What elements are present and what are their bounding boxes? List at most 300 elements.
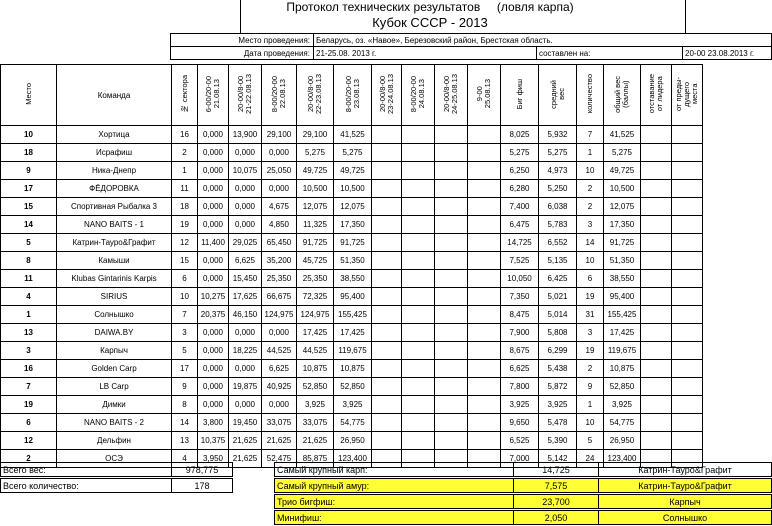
cell-place: 1 [1, 306, 57, 324]
cell-place: 12 [1, 432, 57, 450]
cell-t4: 52,850 [297, 378, 334, 396]
cell-gap-leader [641, 378, 672, 396]
cell-sector: 9 [172, 378, 198, 396]
cell-sector: 4 [172, 450, 198, 468]
date-value: 21-25.08. 2013 г. [313, 46, 537, 60]
col-t3: 8-00/20-00 22.08.13 [262, 65, 297, 126]
cell-count: 2 [577, 360, 604, 378]
cell-bigfish: 8,675 [501, 342, 539, 360]
cell-t1: 0,000 [198, 324, 229, 342]
cell-t1: 0,000 [198, 252, 229, 270]
cell-t2: 10,075 [229, 162, 262, 180]
cell-gap-leader [641, 252, 672, 270]
cell-t1: 0,000 [198, 396, 229, 414]
cell-total: 10,500 [604, 180, 641, 198]
cell-team: Спортивная Рыбалка 3 [57, 198, 172, 216]
cell-gap-prev [672, 324, 703, 342]
award-value: 14,725 [513, 462, 599, 477]
cell-avg: 5,142 [539, 450, 577, 468]
cell-avg: 5,783 [539, 216, 577, 234]
cell-bigfish: 7,350 [501, 288, 539, 306]
cell-gap-leader [641, 216, 672, 234]
cell-t3: 0,000 [262, 396, 297, 414]
cell-t2: 18,225 [229, 342, 262, 360]
cell-gap-leader [641, 270, 672, 288]
cell-bigfish: 7,800 [501, 378, 539, 396]
cell-bigfish: 6,280 [501, 180, 539, 198]
award-label: Минифиш: [274, 510, 514, 525]
cell-place: 16 [1, 360, 57, 378]
cell-total: 26,950 [604, 432, 641, 450]
venue-label: Место проведения: [170, 33, 314, 47]
table-row [1, 234, 703, 252]
total-weight-label: Всего вес: [0, 462, 172, 477]
cell-t3: 21,625 [262, 432, 297, 450]
cell-t8 [435, 126, 468, 144]
cell-bigfish: 7,525 [501, 252, 539, 270]
cell-t5: 26,950 [334, 432, 372, 450]
cell-t1: 0,000 [198, 126, 229, 144]
cell-total: 51,350 [604, 252, 641, 270]
cell-t6 [372, 288, 402, 306]
cell-gap-leader [641, 342, 672, 360]
cell-t1: 0,000 [198, 198, 229, 216]
cell-t8 [435, 360, 468, 378]
cell-total: 123,400 [604, 450, 641, 468]
cell-t3: 124,975 [262, 306, 297, 324]
cell-t4: 124,975 [297, 306, 334, 324]
cell-t4: 10,500 [297, 180, 334, 198]
cell-avg: 5,478 [539, 414, 577, 432]
cell-t2: 29,025 [229, 234, 262, 252]
cell-sector: 12 [172, 234, 198, 252]
col-t9: 9-00 25.08.13 [468, 65, 501, 126]
cell-gap-leader [641, 126, 672, 144]
cell-gap-leader [641, 306, 672, 324]
cell-t9 [468, 432, 501, 450]
cell-place: 15 [1, 198, 57, 216]
cell-place: 7 [1, 378, 57, 396]
cell-gap-leader [641, 360, 672, 378]
cell-t7 [402, 414, 435, 432]
cell-t9 [468, 414, 501, 432]
cell-gap-leader [641, 432, 672, 450]
cell-total: 95,400 [604, 288, 641, 306]
cell-place: 19 [1, 396, 57, 414]
cell-t2: 46,150 [229, 306, 262, 324]
cell-gap-prev [672, 306, 703, 324]
cell-t3: 0,000 [262, 144, 297, 162]
cell-avg: 6,299 [539, 342, 577, 360]
cell-t2: 0,000 [229, 144, 262, 162]
header-row [1, 65, 703, 126]
cell-t1: 0,000 [198, 144, 229, 162]
cell-t8 [435, 396, 468, 414]
cell-gap-prev [672, 234, 703, 252]
cell-t8 [435, 216, 468, 234]
cell-avg: 5,135 [539, 252, 577, 270]
cell-avg: 6,425 [539, 270, 577, 288]
cell-t7 [402, 198, 435, 216]
col-place: Место [1, 65, 57, 126]
cell-sector: 18 [172, 198, 198, 216]
cell-t1: 0,000 [198, 342, 229, 360]
col-t1: 6-00/20-00 21.08.13 [198, 65, 229, 126]
cell-bigfish: 14,725 [501, 234, 539, 252]
cell-t5: 10,500 [334, 180, 372, 198]
compiled-value: 20-00 23.08.2013 г. [682, 46, 772, 60]
cell-place: 3 [1, 342, 57, 360]
cell-t3: 4,675 [262, 198, 297, 216]
cell-t1: 0,000 [198, 360, 229, 378]
cell-t9 [468, 396, 501, 414]
cell-gap-prev [672, 288, 703, 306]
cell-count: 6 [577, 270, 604, 288]
cell-sector: 6 [172, 270, 198, 288]
cell-team: Камыши [57, 252, 172, 270]
cell-t8 [435, 198, 468, 216]
cell-sector: 7 [172, 306, 198, 324]
cell-t6 [372, 360, 402, 378]
cell-sector: 2 [172, 144, 198, 162]
cell-bigfish: 7,900 [501, 324, 539, 342]
cell-t7 [402, 126, 435, 144]
cell-gap-leader [641, 414, 672, 432]
cell-t3: 4,850 [262, 216, 297, 234]
cell-t4: 10,875 [297, 360, 334, 378]
cell-t4: 3,925 [297, 396, 334, 414]
cell-t9 [468, 198, 501, 216]
table-row [1, 162, 703, 180]
cell-gap-leader [641, 162, 672, 180]
cell-gap-leader [641, 288, 672, 306]
cell-t5: 123,400 [334, 450, 372, 468]
cell-team: ОСЭ [57, 450, 172, 468]
cell-t8 [435, 432, 468, 450]
cell-t4: 91,725 [297, 234, 334, 252]
cell-team: Дельфин [57, 432, 172, 450]
cell-gap-prev [672, 396, 703, 414]
cell-t9 [468, 216, 501, 234]
cell-t1: 0,000 [198, 180, 229, 198]
cell-t6 [372, 216, 402, 234]
cell-total: 54,775 [604, 414, 641, 432]
table-row [1, 252, 703, 270]
cell-t7 [402, 378, 435, 396]
cell-t5: 54,775 [334, 414, 372, 432]
cell-t8 [435, 144, 468, 162]
cell-t5: 3,925 [334, 396, 372, 414]
cell-gap-prev [672, 126, 703, 144]
cell-t7 [402, 162, 435, 180]
cell-team: Исрафиш [57, 144, 172, 162]
cell-team: Катрин-Тауро&Графит [57, 234, 172, 252]
cell-bigfish: 8,475 [501, 306, 539, 324]
cell-t5: 51,350 [334, 252, 372, 270]
total-weight-value: 978,775 [171, 462, 233, 477]
cell-t6 [372, 306, 402, 324]
col-bigfish: Биг фиш [501, 65, 539, 126]
cell-t8 [435, 270, 468, 288]
cell-t9 [468, 234, 501, 252]
table-row [1, 216, 703, 234]
cell-t6 [372, 162, 402, 180]
cell-team: Ника-Днепр [57, 162, 172, 180]
cell-t5: 12,075 [334, 198, 372, 216]
table-row [1, 432, 703, 450]
cell-team: Солнышко [57, 306, 172, 324]
cell-t9 [468, 144, 501, 162]
cell-t6 [372, 234, 402, 252]
cell-gap-prev [672, 270, 703, 288]
cell-t7 [402, 216, 435, 234]
cell-t1: 0,000 [198, 162, 229, 180]
cell-t9 [468, 162, 501, 180]
cell-avg: 5,932 [539, 126, 577, 144]
cell-place: 13 [1, 324, 57, 342]
cell-t3: 0,000 [262, 324, 297, 342]
cell-sector: 5 [172, 342, 198, 360]
cell-count: 10 [577, 162, 604, 180]
cell-gap-prev [672, 378, 703, 396]
cell-t9 [468, 342, 501, 360]
cell-sector: 16 [172, 126, 198, 144]
cell-gap-prev [672, 180, 703, 198]
cell-t2: 0,000 [229, 180, 262, 198]
cell-count: 14 [577, 234, 604, 252]
table-row [1, 378, 703, 396]
cell-t5: 155,425 [334, 306, 372, 324]
cell-avg: 5,250 [539, 180, 577, 198]
cell-count: 5 [577, 432, 604, 450]
cell-total: 5,275 [604, 144, 641, 162]
cell-t2: 0,000 [229, 324, 262, 342]
cell-t3: 29,100 [262, 126, 297, 144]
cell-place: 4 [1, 288, 57, 306]
cell-t2: 0,000 [229, 216, 262, 234]
cell-avg: 6,552 [539, 234, 577, 252]
cell-t8 [435, 414, 468, 432]
cell-t8 [435, 306, 468, 324]
cell-t7 [402, 324, 435, 342]
cell-gap-prev [672, 432, 703, 450]
cell-team: Klubas Gintarinis Karpis [57, 270, 172, 288]
cell-count: 2 [577, 198, 604, 216]
cell-t8 [435, 180, 468, 198]
cell-t5: 17,350 [334, 216, 372, 234]
cell-place: 5 [1, 234, 57, 252]
cell-t6 [372, 270, 402, 288]
results-body [1, 126, 703, 468]
cell-t7 [402, 180, 435, 198]
cell-bigfish: 9,650 [501, 414, 539, 432]
cell-t1: 10,275 [198, 288, 229, 306]
cell-t8 [435, 288, 468, 306]
cell-t1: 11,400 [198, 234, 229, 252]
total-count-value: 178 [171, 478, 233, 493]
cell-gap-leader [641, 396, 672, 414]
cell-avg: 5,808 [539, 324, 577, 342]
col-gap-leader: отставание от лидера [641, 65, 672, 126]
cell-t7 [402, 396, 435, 414]
date-label: Дата проведения: [170, 46, 314, 60]
cell-t8 [435, 324, 468, 342]
cell-t9 [468, 180, 501, 198]
cell-place: 18 [1, 144, 57, 162]
table-row [1, 396, 703, 414]
cell-t7 [402, 270, 435, 288]
cell-gap-prev [672, 252, 703, 270]
table-row [1, 126, 703, 144]
cell-total: 17,350 [604, 216, 641, 234]
cell-t1: 20,375 [198, 306, 229, 324]
cell-t5: 95,400 [334, 288, 372, 306]
cell-t4: 21,625 [297, 432, 334, 450]
cell-t2: 17,625 [229, 288, 262, 306]
cell-team: Хортица [57, 126, 172, 144]
col-t4: 20-00/8-00 22-23.08.13 [297, 65, 334, 126]
cell-avg: 5,275 [539, 144, 577, 162]
cell-t3: 52,475 [262, 450, 297, 468]
table-row [1, 324, 703, 342]
cell-count: 3 [577, 216, 604, 234]
cell-t5: 17,425 [334, 324, 372, 342]
cell-t7 [402, 306, 435, 324]
cell-count: 19 [577, 342, 604, 360]
award-label: Самый крупный карп: [274, 462, 514, 477]
cell-t2: 0,000 [229, 198, 262, 216]
col-t2: 20-00/8-00 21-22.08.13 [229, 65, 262, 126]
cell-t9 [468, 378, 501, 396]
cell-team: Карпыч [57, 342, 172, 360]
cell-sector: 19 [172, 216, 198, 234]
cell-t5: 91,725 [334, 234, 372, 252]
cell-gap-prev [672, 342, 703, 360]
cell-count: 10 [577, 252, 604, 270]
report-title [240, 0, 620, 14]
cell-gap-leader [641, 144, 672, 162]
cell-count: 2 [577, 180, 604, 198]
cell-gap-prev [672, 144, 703, 162]
cell-t2: 13,900 [229, 126, 262, 144]
cell-gap-leader [641, 198, 672, 216]
cell-total: 119,675 [604, 342, 641, 360]
cell-bigfish: 7,000 [501, 450, 539, 468]
cell-t6 [372, 414, 402, 432]
cell-gap-leader [641, 234, 672, 252]
cell-t9 [468, 288, 501, 306]
cell-t3: 40,925 [262, 378, 297, 396]
award-value: 2,050 [513, 510, 599, 525]
cell-t6 [372, 252, 402, 270]
award-label: Трио бигфиш: [274, 494, 514, 509]
table-row [1, 360, 703, 378]
cell-count: 10 [577, 414, 604, 432]
cell-bigfish: 6,625 [501, 360, 539, 378]
cell-t7 [402, 144, 435, 162]
cell-t8 [435, 342, 468, 360]
cell-t1: 3,950 [198, 450, 229, 468]
cell-sector: 3 [172, 324, 198, 342]
cell-count: 9 [577, 378, 604, 396]
cell-total: 91,725 [604, 234, 641, 252]
cell-team: Golden Carp [57, 360, 172, 378]
cell-t9 [468, 360, 501, 378]
cell-gap-prev [672, 414, 703, 432]
cell-t3: 35,200 [262, 252, 297, 270]
cell-gap-prev [672, 216, 703, 234]
table-row [1, 144, 703, 162]
cell-count: 1 [577, 144, 604, 162]
compiled-label: составлен на: [536, 46, 683, 60]
cell-team: DAIWA.BY [57, 324, 172, 342]
cell-avg: 5,872 [539, 378, 577, 396]
cell-t5: 49,725 [334, 162, 372, 180]
cell-t3: 66,675 [262, 288, 297, 306]
col-t7: 8-00/20-00 24.08.13 [402, 65, 435, 126]
cell-place: 14 [1, 216, 57, 234]
cell-t6 [372, 396, 402, 414]
report-title-note: (ловля карпа) [496, 0, 574, 14]
results-table [0, 64, 703, 468]
table-row [1, 306, 703, 324]
col-t8: 20-00/8-00 24-25.08.13 [435, 65, 468, 126]
cell-bigfish: 3,925 [501, 396, 539, 414]
table-row [1, 270, 703, 288]
cell-total: 17,425 [604, 324, 641, 342]
cell-gap-prev [672, 162, 703, 180]
cell-t5: 119,675 [334, 342, 372, 360]
cell-t6 [372, 432, 402, 450]
cell-t4: 72,325 [297, 288, 334, 306]
cell-t1: 0,000 [198, 270, 229, 288]
cell-t2: 21,625 [229, 450, 262, 468]
cell-avg: 5,021 [539, 288, 577, 306]
cell-count: 24 [577, 450, 604, 468]
award-label: Самый крупный амур: [274, 478, 514, 493]
cell-place: 9 [1, 162, 57, 180]
cell-t7 [402, 360, 435, 378]
col-t5: 8-00/20-00 23.08.13 [334, 65, 372, 126]
cell-gap-prev [672, 198, 703, 216]
cell-t9 [468, 306, 501, 324]
cell-place: 6 [1, 414, 57, 432]
cell-total: 49,725 [604, 162, 641, 180]
cell-t4: 49,725 [297, 162, 334, 180]
cell-t4: 5,275 [297, 144, 334, 162]
cell-sector: 15 [172, 252, 198, 270]
cell-sector: 13 [172, 432, 198, 450]
cell-t2: 19,875 [229, 378, 262, 396]
cell-total: 52,850 [604, 378, 641, 396]
cell-total: 155,425 [604, 306, 641, 324]
col-count: количество [577, 65, 604, 126]
cell-t4: 12,075 [297, 198, 334, 216]
cell-t2: 6,625 [229, 252, 262, 270]
award-team: Карпыч [598, 494, 772, 509]
cell-team: ФЁДОРОВКА [57, 180, 172, 198]
cell-t7 [402, 252, 435, 270]
cell-total: 10,875 [604, 360, 641, 378]
cell-t1: 10,375 [198, 432, 229, 450]
cell-count: 31 [577, 306, 604, 324]
col-sector: № сектора [172, 65, 198, 126]
cell-t2: 19,450 [229, 414, 262, 432]
cell-t5: 5,275 [334, 144, 372, 162]
cell-total: 3,925 [604, 396, 641, 414]
cell-place: 11 [1, 270, 57, 288]
award-team: Солнышко [598, 510, 772, 525]
